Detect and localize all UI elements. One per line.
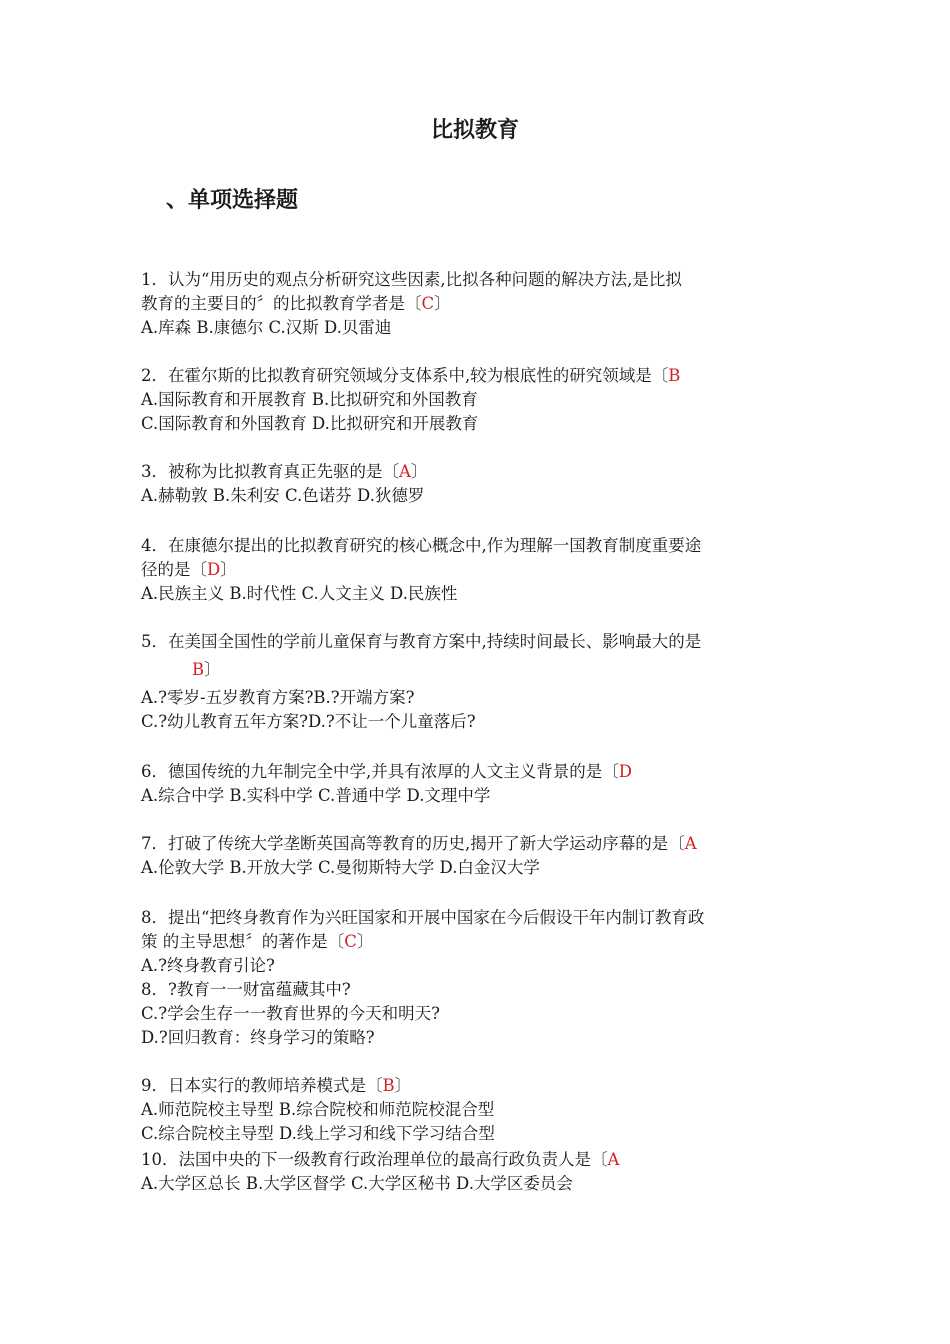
line-text: 1．认为“用历史的观点分析研究这些因素,比拟各种问题的解决方法,是比拟 (141, 270, 682, 289)
line-text: 9．日本实行的教师培养模式是〔 (141, 1076, 383, 1095)
text-line (141, 460, 427, 484)
line-text: 4．在康德尔提出的比拟教育研究的核心概念中,作为理解一国教育制度重要途 (141, 536, 702, 555)
text-line (141, 954, 275, 978)
line-text: 7．打破了传统大学垄断英国高等教育的历史,揭开了新大学运动序幕的是〔 (141, 834, 685, 853)
line-text: A.大学区总长 B.大学区督学 C.大学区秘书 D.大学区委员会 (141, 1174, 573, 1193)
line-text-suffix: 〕 (394, 1076, 412, 1095)
line-text: A.库森 B.康德尔 C.汉斯 D.贝雷迪 (141, 318, 392, 337)
answer-key: A (607, 1150, 620, 1169)
text-line (141, 630, 701, 654)
line-text: A.赫勒敦 B.朱利安 C.色诺芬 D.狄德罗 (141, 486, 425, 505)
text-line (141, 978, 351, 1002)
text-line (141, 856, 540, 880)
text-line (141, 558, 237, 582)
text-line (141, 906, 704, 930)
line-text: C.综合院校主导型 D.线上学习和线下学习结合型 (141, 1124, 495, 1143)
text-line (141, 1074, 411, 1098)
text-line (141, 1122, 495, 1146)
line-text: A.?零岁-五岁教育方案?B.?开端方案? (141, 688, 415, 707)
text-line (141, 388, 478, 412)
text-line (141, 1002, 440, 1026)
line-text: 教育的主要目的〞的比拟教育学者是〔 (141, 294, 422, 313)
line-text: 5．在美国全国性的学前儿童保育与教育方案中,持续时间最长、影响最大的是 (141, 632, 702, 651)
text-line (141, 1026, 375, 1050)
section-heading: 、单项选择题 (166, 188, 299, 213)
answer-key: B (382, 1076, 395, 1095)
text-line (141, 1098, 494, 1122)
answer-key: B (192, 660, 205, 679)
answer-key: D (618, 762, 632, 781)
line-text: 径的是〔 (141, 560, 207, 579)
text-line (141, 268, 682, 292)
text-line (141, 292, 451, 316)
answer-key: A (684, 834, 697, 853)
text-line (141, 364, 680, 388)
line-text: 8．?教育一一财富蕴藏其中? (141, 980, 351, 999)
text-line (141, 686, 415, 710)
document-title: 比拟教育 (430, 118, 519, 143)
text-line (141, 412, 478, 436)
line-text: A.民族主义 B.时代性 C.人文主义 D.民族性 (141, 584, 458, 603)
line-text: A.师范院校主导型 B.综合院校和师范院校混合型 (141, 1100, 495, 1119)
text-line (141, 1148, 619, 1172)
line-text: 2．在霍尔斯的比拟教育研究领域分支体系中,较为根底性的研究领域是〔 (141, 366, 669, 385)
line-text: C.?幼儿教育五年方案?D.?不让一个儿童落后? (141, 712, 476, 731)
line-text: 8．提出“把终身教育作为兴旺国家和开展中国家在今后假设干年内制订教育政 (141, 908, 705, 927)
line-text: A.综合中学 B.实科中学 C.普通中学 D.文理中学 (141, 786, 491, 805)
text-line (141, 832, 697, 856)
answer-key: C (344, 932, 357, 951)
text-line (141, 316, 391, 340)
line-text-suffix: 〕 (434, 294, 451, 313)
answer-key: A (399, 462, 411, 481)
line-text: A.伦敦大学 B.开放大学 C.曼彻斯特大学 D.白金汉大学 (141, 858, 540, 877)
text-line (141, 784, 490, 808)
line-text: A.国际教育和开展教育 B.比拟研究和外国教育 (141, 390, 478, 409)
line-text: 策 的主导思想〞的著作是〔 (141, 932, 345, 951)
text-line (141, 930, 373, 954)
line-text: A.?终身教育引论? (141, 956, 275, 975)
line-text: C.国际教育和外国教育 D.比拟研究和开展教育 (141, 414, 479, 433)
line-text-suffix: 〕 (410, 462, 428, 481)
text-line (141, 710, 476, 734)
line-text: C.?学会生存一一教育世界的今天和明天? (141, 1004, 440, 1023)
text-line (192, 658, 221, 682)
line-text: D.?回归教育：终身学习的策略? (141, 1028, 375, 1047)
answer-key: D (207, 560, 221, 579)
answer-key: C (421, 294, 435, 313)
line-text: 3．被称为比拟教育真正先驱的是〔 (141, 462, 399, 481)
text-line (141, 760, 632, 784)
line-text: 10．法国中央的下一级教育行政治理单位的最高行政负责人是〔 (141, 1150, 608, 1169)
line-text-suffix: 〕 (356, 932, 374, 951)
text-line (141, 534, 701, 558)
answer-key: B (668, 366, 681, 385)
text-line (141, 582, 457, 606)
text-line (141, 484, 424, 508)
line-text-suffix: 〕 (204, 660, 221, 679)
line-text-suffix: 〕 (220, 560, 237, 579)
text-line (141, 1172, 573, 1196)
line-text: 6．德国传统的九年制完全中学,并具有浓厚的人文主义背景的是〔 (141, 762, 619, 781)
